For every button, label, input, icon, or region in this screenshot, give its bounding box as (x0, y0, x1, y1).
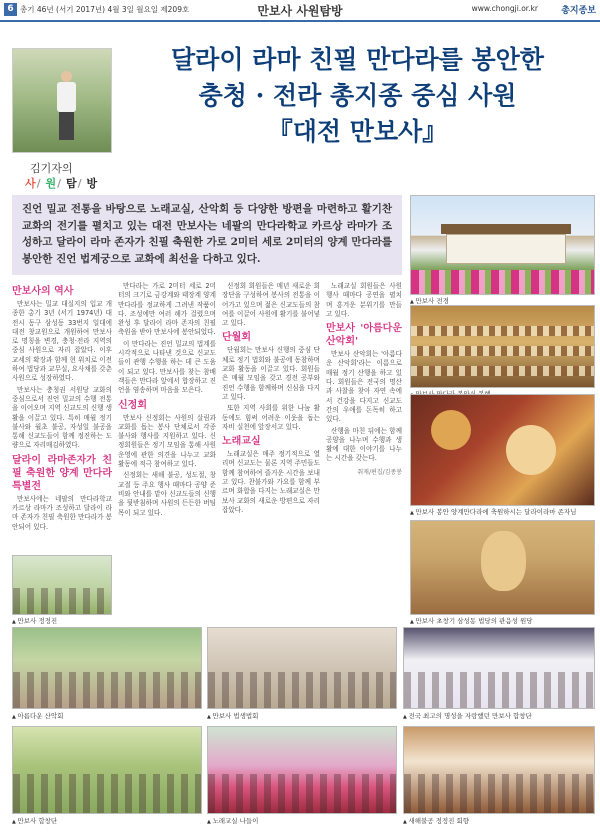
caption-temple: ▲ 만보사 전경 (410, 296, 449, 305)
mandala-ceremony-photo (410, 305, 595, 388)
dharma-meeting-photo (207, 627, 397, 709)
caption-choir-group: ▲ 만보사 합창단 (12, 816, 57, 825)
subhead-hiking-club: 만보사 '아름다운 산악회' (326, 323, 402, 348)
site-url[interactable]: www.chongji.or.kr (471, 4, 538, 13)
subhead-singing-class: 노래교실 (222, 436, 261, 448)
body-paragraph: 산행을 마친 뒤에는 함께 공양을 나누며 수행과 생활에 대한 이야기를 나누는 시간을 갖는다. (326, 426, 402, 463)
temple-photo (410, 195, 595, 295)
section-title: 만보사 사원탐방 (257, 4, 343, 18)
choir-group-photo (12, 726, 202, 814)
lead-paragraph: 진언 밀교 전통을 바탕으로 노래교실, 산악회 등 다양한 방편을 마련하고 활기찬 교화의 전기를 펼치고 있는 대전 만보사는 네팔의 만다라학교 카르상 라마가 조성하고 달라이 라마 존자가 친필 축원한 가로 2미터 세로 2미터의 양계 만다라를 봉안한 진언 법계궁으로 교화에 최선을 다하고 있다. (12, 195, 402, 275)
body-paragraph: 또한 지역 사회를 위한 나눔 활동에도 힘써 어려운 이웃을 돕는 자비 실천에 앞장서고 있다. (222, 404, 320, 431)
body-paragraph: 만보사에는 네팔의 만다라학교 카르상 라마가 조성하고 달라이 라마 존자가 친필 축원한 만다라가 봉안되어 있다. (12, 494, 112, 531)
reporter-photo (12, 48, 112, 153)
hiking-club-photo (12, 627, 202, 709)
body-paragraph: 신정회는 새해 불공, 성도절, 창교절 등 주요 행사 때마다 공양 준비와 안내를 맡아 신교도들의 신행을 뒷받침하며 사원의 든든한 버팀목이 되고 있다. (118, 471, 216, 517)
caption-singing-class-outing: ▲ 노래교실 나들이 (207, 816, 258, 825)
caption-buddha-hall: ▲ 만보사 초창기 삼성동 법당의 관음성 원당 (410, 616, 533, 625)
caption-choir: ▲ 전국 최고의 명성을 자랑했던 만보사 합창단 (403, 711, 532, 720)
page-number: 6 (4, 3, 17, 16)
article-column-4 (326, 282, 402, 612)
body-paragraph: 만보사 산악회는 '아름다운 산악회'라는 이름으로 매월 정기 산행을 하고 있다. 회원들은 전국의 명산과 사찰을 찾아 자연 속에서 건강을 다지고 신교도 간의 우애를 돈독히 하고 있다. (326, 350, 402, 424)
article-column-1 (12, 282, 112, 552)
body-paragraph: 만보사 신정회는 사원의 살림과 교화를 돕는 봉사 단체로서 각종 불사와 행사를 지원하고 있다. 신정회원들은 정기 모임을 통해 사원 운영에 관한 의견을 나누고 교화 활동에 적극 참여하고 있다. (118, 413, 216, 469)
caption-new-year-service: ▲ 새해불공 정정진 회향 (403, 816, 469, 825)
reporter-name: 김기자의 (30, 162, 73, 175)
body-paragraph: 만보사는 밀교 대실지의 입교 개종한 총기 3년 (서기 1974년) 대전시 동구 삼성동 33번지 일대에 대전 창교원으로 개원하여 만보사로 명칭을 변경, 충청·전라 지역의 중심 사원으로 자리 잡았다. 이후 교세의 확장과 함께 현 위치로 이전하여 법당과 교무실, 요사채를 갖춘 사원으로 성장하였다. (12, 300, 112, 383)
subhead-mandala: 달라이 라마존자가 친필 축원한 양계 만다라 특별전 (12, 454, 112, 492)
series-char-2: 원 (45, 177, 57, 190)
caption-jeongjeongjin: ▲ 만보사 정정진 (12, 616, 57, 625)
paper-name: 총지종보 (561, 6, 596, 16)
body-paragraph: 신정회 회원들은 매년 새로운 회장단을 구성하여 봉사의 전통을 이어가고 있으며 젊은 신교도들의 참여를 이끌어 사원에 활기를 불어넣고 있다. (222, 282, 320, 328)
article-column-2 (118, 282, 216, 612)
photo-credit: 취재/편집/김종봉 (357, 468, 402, 476)
dalai-lama-photo (410, 394, 595, 506)
caption-dharma-meeting: ▲ 만보사 법생법회 (207, 711, 258, 720)
page-header (0, 0, 600, 22)
headline-line-1: 달라이 라마 친필 만다라를 봉안한 (171, 45, 544, 74)
singing-class-outing-photo (207, 726, 397, 814)
jeongjeongjin-photo (12, 555, 112, 615)
new-year-service-photo (403, 726, 595, 814)
reporter-figure (53, 71, 79, 141)
body-paragraph: 이 만다라는 진언 밀교의 법계를 시각적으로 나타낸 것으로 신교도들이 관행 수행을 하는 데 큰 도움이 되고 있다. 만보사를 찾는 참배객들은 만다라 앞에서 합장하고 진언을 염송하며 마음을 모은다. (118, 339, 216, 395)
caption-hiking-club: ▲ 아름다운 산악회 (12, 711, 63, 720)
subhead-sinjeonghoe: 신정회 (118, 399, 147, 411)
buddha-hall-photo (410, 520, 595, 615)
headline-line-2: 충청 · 전라 총지종 중심 사원 (198, 81, 517, 110)
headline-line-3: 『대전 만보사』 (267, 117, 448, 146)
series-char-1: 사 (25, 177, 36, 190)
headline (120, 42, 595, 150)
body-paragraph: 단월회는 만보사 신행의 중심 단체로 정기 법회와 불공에 동참하며 교화 활동을 이끌고 있다. 회원들은 매월 모임을 갖고 경전 공부와 진언 수행을 함께하며 신심을 다지고 있다. (222, 346, 320, 401)
body-paragraph: 노래교실은 매주 정기적으로 열리며 신교도는 물론 지역 주민들도 함께 참여하여 즐거운 시간을 보내고 있다. 찬불가와 가요를 함께 부르며 화합을 다지는 노래교실은 만보사 교화의 새로운 방편으로 자리 잡았다. (222, 450, 320, 514)
body-paragraph: 만보사는 충청권 서원당 교화의 중심으로서 진언 밀교의 수행 전통을 이어오며 지역 신교도의 신행 생활을 이끌고 있다. 특히 매월 정기 불사와 월초 불공, 자성일 불공을 통해 신교도들이 함께 정진하는 도량으로 자리매김하였다. (12, 385, 112, 450)
body-paragraph: 노래교실 회원들은 사원 행사 때마다 공연을 펼치며 흥겨운 분위기를 만들고 있다. (326, 282, 402, 318)
series-char-3: 탐 (66, 177, 77, 190)
body-paragraph: 만다라는 가로 2미터 세로 2미터의 크기로 금강계와 태장계 양계 만다라를 정교하게 그려낸 작품이다. 조성에만 여러 해가 걸렸으며 완성 후 달라이 라마 존자의 친필 축원을 받아 만보사에 봉안되었다. (118, 282, 216, 337)
series-char-4: 방 (86, 177, 98, 190)
issue-info: 총기 46년 (서기 2017년) 4월 3일 월요일 제209호 (20, 5, 190, 14)
caption-dalai-lama: ▲ 만보사 봉안 양계만다라에 축원하시는 달라이라마 존자님 (410, 507, 576, 516)
subhead-danwolhoe: 단월회 (222, 332, 251, 344)
subhead-history: 만보사의 역사 (12, 286, 74, 297)
hero-section (0, 30, 600, 190)
article-column-3 (222, 282, 320, 612)
choir-photo (403, 627, 595, 709)
series-title: 사/ 원/ 탐/ 방 (25, 177, 98, 190)
